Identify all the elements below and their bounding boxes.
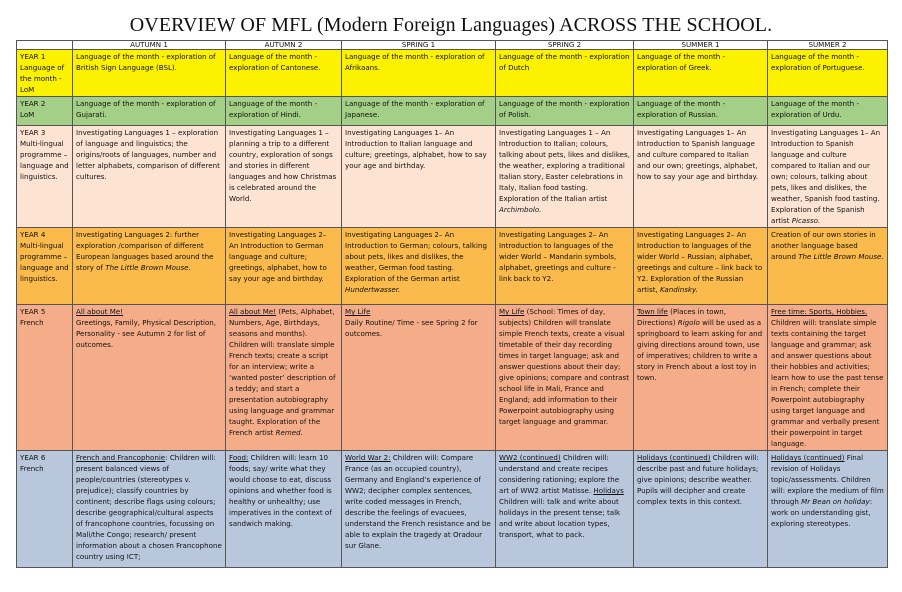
year-label: YEAR 6 French xyxy=(17,451,73,568)
term-cell xyxy=(73,50,226,97)
term-cell xyxy=(342,305,496,451)
cell-italic: Remed. xyxy=(275,428,303,437)
cell-text: Final revision of Holidays topic/assessments. Children will: explore the medium of film through xyxy=(771,453,884,506)
term-cell xyxy=(342,126,496,228)
cell-text: Daily Routine/ Time - see Spring 2 for outcomes. xyxy=(345,318,478,338)
year-row xyxy=(17,126,888,228)
term-cell xyxy=(73,97,226,126)
cell-heading: Free time: Sports, Hobbies. xyxy=(771,307,868,316)
cell-text: will be used as a springboard to learn asking for and giving directions around town, use of imperatives; children to write a story in French about a lost toy in town. xyxy=(637,318,763,382)
cell-text: Language of the month - exploration of Urdu. xyxy=(771,99,860,119)
cell-heading: Food: xyxy=(229,453,249,462)
cell-heading: WW2 (continued) xyxy=(499,453,561,462)
cell-text: Language of the month - exploration of Greek. xyxy=(637,52,726,72)
term-cell xyxy=(634,228,768,305)
term-cell xyxy=(226,228,342,305)
cell-text: Investigating Languages 2– An Introduction to German language and culture; greetings, alphabet, how to say your age and birthday. xyxy=(229,230,327,283)
cell-text: Children will: talk and write about holidays in the present tense; talk and write about location types, transport, what to pack. xyxy=(499,497,621,539)
cell-heading: All about Me! xyxy=(229,307,277,316)
cell-text: Children will: learn 10 foods; say/ write what they would choose to eat, discuss opinions and whether food is healthy or unhealthy; use imperatives in the context of sandwich making. xyxy=(229,453,332,528)
cell-text: Investigating Languages 2– An Introduction to languages of the wider World – Mandarin symbols, alphabet, greetings and culture - link back to Y2. xyxy=(499,230,617,283)
cell-text: Language of the month - exploration of Cantonese. xyxy=(229,52,321,72)
term-cell xyxy=(226,50,342,97)
cell-text: Children will: translate simple texts containing the target language and grammar; ask and answer questions about their hobbies and activities; learn how to use the past tense in French; complete their Powerpoint autobiography using target language and grammar and verbally present their powerpoint in target language. xyxy=(771,318,884,448)
term-cell xyxy=(768,228,888,305)
cell-text: (School: Times of day, subjects) Children will translate simple French texts, create a visual timetable of their day recording times in target language; ask and answer questions about their day; give opinions; compare and contrast school life in Mali, France and England; add information to their Powerpoint autobiography using target language and grammar. xyxy=(499,307,629,426)
cell-heading: Holidays (continued) xyxy=(771,453,845,462)
corner-cell xyxy=(17,41,73,50)
cell-italic: Rigolo xyxy=(677,318,700,327)
term-cell xyxy=(768,305,888,451)
cell-text: (Pets, Alphabet, Numbers, Age, Birthdays, seasons and months). Children will: translate simple French texts; create a script for an interview; write a ‘wanted poster’ description of a teddy; and start a presentation autobiography using language and grammar taught. Exploration of the French artist xyxy=(229,307,336,437)
term-cell xyxy=(634,305,768,451)
cell-text: Language of the month - exploration of Dutch xyxy=(499,52,630,72)
cell-text: : work on understanding gist, exploring stereotypes. xyxy=(771,497,873,528)
cell-italic: Hundertwasser. xyxy=(345,285,401,294)
cell-text: : Children will: present balanced views of people/countries (stereotypes v. prejudice); classify countries by continent; describe flags using colours; describe geographical/cultural aspects of francophone countries, focussing on Mali/the Congo; research/ present information about a chosen Francophone country using ICT; xyxy=(76,453,222,561)
cell-text: Language of the month - exploration of Gujarati. xyxy=(76,99,216,119)
term-cell xyxy=(496,228,634,305)
cell-text: Language of the month - exploration of Portuguese. xyxy=(771,52,865,72)
column-header: SUMMER 1 xyxy=(634,41,768,50)
cell-italic: Picasso. xyxy=(791,216,821,225)
cell-heading: French and Francophonie xyxy=(76,453,166,462)
column-header: SUMMER 2 xyxy=(768,41,888,50)
column-header: SPRING 2 xyxy=(496,41,634,50)
cell-text: Greetings, Family, Physical Description, Personality - see Autumn 2 for list of outcomes. xyxy=(76,318,217,349)
cell-italic: Archimbolo. xyxy=(499,205,542,214)
column-header: AUTUMN 2 xyxy=(226,41,342,50)
cell-text: Investigating Languages 2– An Introduction to languages of the wider World – Russian; alphabet, greetings and culture – link back to Y2. Exploration of the Russian artist, xyxy=(637,230,763,294)
cell-text: Language of the month - exploration of Russian. xyxy=(637,99,726,119)
term-cell xyxy=(634,451,768,568)
cell-text: Children will: describe past and future holidays; give opinions; describe weather. Pupils will decipher and create complex texts in this context. xyxy=(637,453,759,506)
term-cell xyxy=(73,451,226,568)
cell-text: Investigating Languages 2: further exploration /comparison of different European languages based around the story of xyxy=(76,230,214,272)
cell-italic: The Little Brown Mouse. xyxy=(105,263,191,272)
cell-text: Children will: understand and create recipes considering rationing; explore the art of WW2 artist Matisse. xyxy=(499,453,620,495)
cell-heading: Holidays xyxy=(593,486,624,495)
term-cell xyxy=(73,126,226,228)
page-title: OVERVIEW OF MFL (Modern Foreign Languages) ACROSS THE SCHOOL. xyxy=(129,14,773,36)
cell-text: Investigating Languages 1– An Introduction to Spanish language and culture compared to Italian and our own; colours, talking about pets, likes and dislikes, the weather, Spanish food tasting. Exploration of the Spanish artist xyxy=(771,128,881,225)
term-cell xyxy=(496,97,634,126)
term-cell xyxy=(226,451,342,568)
cell-text: Language of the month - exploration of Afrikaans. xyxy=(345,52,485,72)
cell-text: (Places in town, Directions) xyxy=(637,307,727,327)
cell-text: Investigating Languages 1 – An Introduction to Italian; colours, talking about pets, likes and dislikes, the weather, exploring a traditional Italian story, Easter celebrations in Italy, Italian food tasting. Exploration of the Italian artist xyxy=(499,128,631,203)
column-header: SPRING 1 xyxy=(342,41,496,50)
term-cell xyxy=(226,97,342,126)
term-cell xyxy=(73,228,226,305)
cell-text: Investigating Languages 1– An Introduction to Spanish language and culture compared to Italian and our own; greetings, alphabet, how to say your age and birthday. xyxy=(637,128,758,181)
year-row xyxy=(17,305,888,451)
curriculum-table xyxy=(16,40,888,568)
cell-text: Language of the month - exploration of Polish. xyxy=(499,99,630,119)
term-cell xyxy=(496,451,634,568)
year-label: YEAR 1 Language of the month -LoM xyxy=(17,50,73,97)
term-cell xyxy=(768,126,888,228)
term-cell xyxy=(342,228,496,305)
term-cell xyxy=(496,50,634,97)
cell-heading: World War 2: xyxy=(345,453,391,462)
header-row xyxy=(17,41,888,50)
term-cell xyxy=(342,451,496,568)
cell-text: Investigating Languages 1 – planning a trip to a different country, exploration of songs and stories in different languages and how Christmas is celebrated around the World. xyxy=(229,128,337,203)
year-label: YEAR 5 French xyxy=(17,305,73,451)
term-cell xyxy=(226,126,342,228)
term-cell xyxy=(634,126,768,228)
term-cell xyxy=(634,97,768,126)
term-cell xyxy=(496,126,634,228)
term-cell xyxy=(226,305,342,451)
year-row xyxy=(17,50,888,97)
term-cell xyxy=(342,97,496,126)
cell-italic: Mr Bean on holiday xyxy=(801,497,870,506)
cell-text: Language of the month - exploration of Hindi. xyxy=(229,99,318,119)
year-row xyxy=(17,97,888,126)
term-cell xyxy=(496,305,634,451)
term-cell xyxy=(634,50,768,97)
year-label: YEAR 2 LoM xyxy=(17,97,73,126)
cell-italic: The Little Brown Mouse. xyxy=(798,252,884,261)
term-cell xyxy=(73,305,226,451)
year-label: YEAR 4 Multi-lingual programme – language and linguistics. xyxy=(17,228,73,305)
cell-text: Creation of our own stories in another language based around xyxy=(771,230,876,261)
cell-heading: My Life xyxy=(499,307,525,316)
term-cell xyxy=(768,451,888,568)
year-row xyxy=(17,451,888,568)
cell-heading: Town life xyxy=(637,307,668,316)
cell-text: Language of the month - exploration of Japanese. xyxy=(345,99,485,119)
year-label: YEAR 3 Multi-lingual programme – language and linguistics. xyxy=(17,126,73,228)
cell-italic: Kandinsky. xyxy=(660,285,698,294)
cell-text: Children will: Compare France (as an occupied country), Germany and England’s experience of WW2; decipher complex sentences, write coded messages in French, describe the feelings of evacuees, understand the French resistance and be able to explain the tragedy at Oradour sur Glane. xyxy=(345,453,491,550)
cell-text: Language of the month - exploration of British Sign Language (BSL). xyxy=(76,52,216,72)
cell-heading: My Life xyxy=(345,307,371,316)
cell-heading: All about Me! xyxy=(76,307,124,316)
cell-text: Investigating Languages 1 – exploration of language and linguistics; the origins/roots of languages, number and letter alphabets, comparison of different cultures. xyxy=(76,128,220,181)
column-header: AUTUMN 1 xyxy=(73,41,226,50)
cell-text: Investigating Languages 2– An Introduction to German; colours, talking about pets, likes and dislikes, the weather, German food tasting. Exploration of the German artist xyxy=(345,230,487,283)
year-row xyxy=(17,228,888,305)
term-cell xyxy=(342,50,496,97)
cell-text: Investigating Languages 1– An Introduction to Italian language and culture; greetings, alphabet, how to say your age and birthday. xyxy=(345,128,487,170)
cell-heading: Holidays (continued) xyxy=(637,453,711,462)
term-cell xyxy=(768,97,888,126)
term-cell xyxy=(768,50,888,97)
